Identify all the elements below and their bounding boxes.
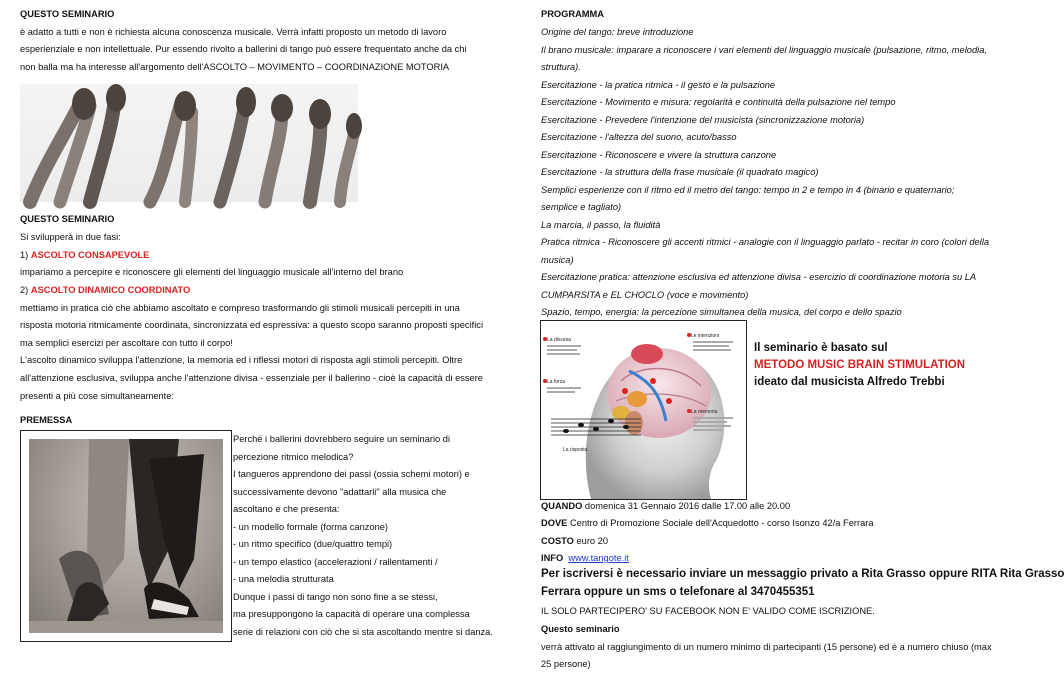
phase2-heading xyxy=(20,282,190,300)
program-line-9: Esercitazione - la struttura della frase musicale (il quadrato magico) xyxy=(541,167,819,177)
iscrizione-line-1: Per iscriversi è necessario inviare un messaggio privato a Rita Grasso oppure RITA Rita Grasso xyxy=(541,568,1064,580)
program-line-5: Esercitazione - Movimento e misura: regolarità e continuità della pulsazione nel tempo xyxy=(541,97,896,107)
premessa-line-7: - un ritmo specifico (due/quattro tempi) xyxy=(233,539,393,549)
phase1-text: impariamo a percepire e riconoscere gli elementi del linguaggio musicale all'interno del brano xyxy=(20,267,404,277)
premessa-line-9: - una melodia strutturata xyxy=(233,574,334,584)
heading-premessa: PREMESSA xyxy=(20,415,73,425)
brain-illustration xyxy=(540,320,747,500)
premessa-line-6: - un modello formale (forma canzone) xyxy=(233,522,389,532)
phase2-line-1: mettiamo in pratica ciò che abbiamo ascoltato e compreso trasformando gli stimoli musicali percepiti in una xyxy=(20,303,460,313)
costo-text: euro 20 xyxy=(573,536,609,546)
dynamic-line-2: all'attenzione esclusiva, sviluppa anche l'attenzione divisa - essenziale per il ballerino - cioè la capacità di essere xyxy=(20,373,483,383)
heading-programma: PROGRAMMA xyxy=(541,9,605,19)
method-name: METODO MUSIC BRAIN STIMULATION xyxy=(754,359,966,371)
program-line-10: Semplici esperienze con il ritmo ed il metro del tango: tempo in 2 e tempo in 4 (binario e quaternario; xyxy=(541,185,955,195)
method-intro: Il seminario è basato sul xyxy=(754,342,888,354)
premessa-line-1: Perché i ballerini dovrebbero seguire un seminario di xyxy=(233,434,451,444)
phase2-number: 2) xyxy=(20,285,31,295)
phase1-heading xyxy=(20,247,149,265)
activation-line-2: 25 persone) xyxy=(541,659,591,669)
dove-row xyxy=(541,515,874,533)
premessa-line-11: ma presuppongono la capacità di operare una complessa xyxy=(233,609,470,619)
heading-questo-seminario-1: QUESTO SEMINARIO xyxy=(20,9,115,19)
info-link[interactable]: www.tangote.it xyxy=(568,553,629,563)
facebook-note: IL SOLO PARTECIPERO' SU FACEBOOK NON E' VALIDO COME ISCRIZIONE. xyxy=(541,606,875,616)
program-line-16: CUMPARSITA e EL CHOCLO (voce e movimento) xyxy=(541,290,749,300)
activation-line-1: verrà attivato al raggiungimento di un numero minimo di partecipanti (15 persone) ed è a numero chiuso (max xyxy=(541,642,992,652)
program-line-8: Esercitazione - Riconoscere e vivere la struttura canzone xyxy=(541,150,777,160)
program-line-13: Pratica ritmica - Riconoscere gli accenti ritmici - analogie con il linguaggio parlato - recitar in coro (colori della xyxy=(541,237,989,247)
intro-line-1: è adatto a tutti e non è richiesta alcuna conoscenza musicale. Verrà infatti proposto un metodo di lavoro xyxy=(20,27,447,37)
tango-feet-photo xyxy=(20,430,232,642)
premessa-line-10: Dunque i passi di tango non sono fine a se stessi, xyxy=(233,592,438,602)
premessa-line-5: ascoltano e che presenta: xyxy=(233,504,340,514)
figure-label-risposta: La risposta xyxy=(563,447,588,453)
premessa-line-12: serie di relazioni con ciò che si sta ascoltando mentre si danza. xyxy=(233,627,493,637)
quando-text: domenica 31 Gennaio 2016 dalle 17.00 alle 20.00 xyxy=(582,501,791,511)
phase2-line-2: risposta motoria ritmicamente coordinata, sincronizzata ed espressiva: a questo scopo saranno proposti specifici xyxy=(20,320,484,330)
clapping-hands-photo xyxy=(20,84,358,202)
program-line-12: La marcia, il passo, la fluidità xyxy=(541,220,661,230)
quando-label: QUANDO xyxy=(541,501,583,511)
info-row xyxy=(541,550,629,568)
premessa-line-4: successivamente devono "adattarli" alla musica che xyxy=(233,487,447,497)
premessa-line-8: - un tempo elastico (accelerazioni / rallentamenti / xyxy=(233,557,438,567)
dove-label: DOVE xyxy=(541,518,568,528)
figure-label-forza: La forza xyxy=(547,379,566,385)
program-line-3: struttura). xyxy=(541,62,581,72)
program-line-4: Esercitazione - la pratica ritmica - il gesto e la pulsazione xyxy=(541,80,776,90)
phase2-title: ASCOLTO DINAMICO COORDINATO xyxy=(30,285,191,295)
program-line-15: Esercitazione pratica: attenzione esclusiva ed attenzione divisa - esercizio di coordinazione motoria su LA xyxy=(541,272,977,282)
heading-questo-seminario-2: QUESTO SEMINARIO xyxy=(20,214,115,224)
method-author: ideato dal musicista Alfredo Trebbi xyxy=(754,376,945,388)
premessa-line-2: percezione ritmico melodica? xyxy=(233,452,354,462)
figure-label-memoria: La memoria xyxy=(691,409,718,415)
program-line-1: Origine del tango: breve introduzione xyxy=(541,27,694,37)
figure-label-discesa: La discesa xyxy=(547,337,571,343)
intro-line-2: esperienziale e non intellettuale. Pur essendo rivolto a ballerini di tango può essere frequentato anche da chi xyxy=(20,44,467,54)
costo-label: COSTO xyxy=(541,536,574,546)
program-line-6: Esercitazione - Prevedere l'intenzione del musicista (sincronizzazione motoria) xyxy=(541,115,865,125)
phase2-line-3: ma semplici esercizi per ascoltare con tutto il corpo! xyxy=(20,338,233,348)
seminario-label: Questo seminario xyxy=(541,624,620,634)
dynamic-line-3: presenti a più cose simultaneamente: xyxy=(20,391,175,401)
dove-text: Centro di Promozione Sociale dell'Acquedotto - corso Isonzo 42/a Ferrara xyxy=(567,518,874,528)
program-line-11: semplice e tagliato) xyxy=(541,202,622,212)
dynamic-line-1: L'ascolto dinamico sviluppa l'attenzione, la memoria ed i riflessi motori di risposta agli stimoli percepiti. Oltre xyxy=(20,355,463,365)
program-line-17: Spazio, tempo, energia: la percezione simultanea della musica, del corpo e dello spazio xyxy=(541,307,902,317)
program-line-14: musica) xyxy=(541,255,574,265)
phase1-number: 1) xyxy=(20,250,31,260)
iscrizione-line-2: Ferrara oppure un sms o telefonare al 3470455351 xyxy=(541,586,815,598)
costo-row xyxy=(541,533,608,551)
info-label: INFO xyxy=(541,553,564,563)
intro-line-3: non balla ma ha interesse all'argomento dell'ASCOLTO – MOVIMENTO – COORDINAZIONE MOTORIA xyxy=(20,62,450,72)
quando-row xyxy=(541,498,790,516)
phases-intro: Si svilupperà in due fasi: xyxy=(20,232,121,242)
program-line-7: Esercitazione - l'altezza del suono, acuto/basso xyxy=(541,132,737,142)
phase1-title: ASCOLTO CONSAPEVOLE xyxy=(30,250,150,260)
figure-label-intenzioni: Le intenzioni xyxy=(691,333,720,339)
program-line-2: Il brano musicale: imparare a riconoscere i vari elementi del linguaggio musicale (pulsazione, ritmo, melodia, xyxy=(541,45,987,55)
premessa-line-3: I tangueros apprendono dei passi (ossia schemi motori) e xyxy=(233,469,470,479)
